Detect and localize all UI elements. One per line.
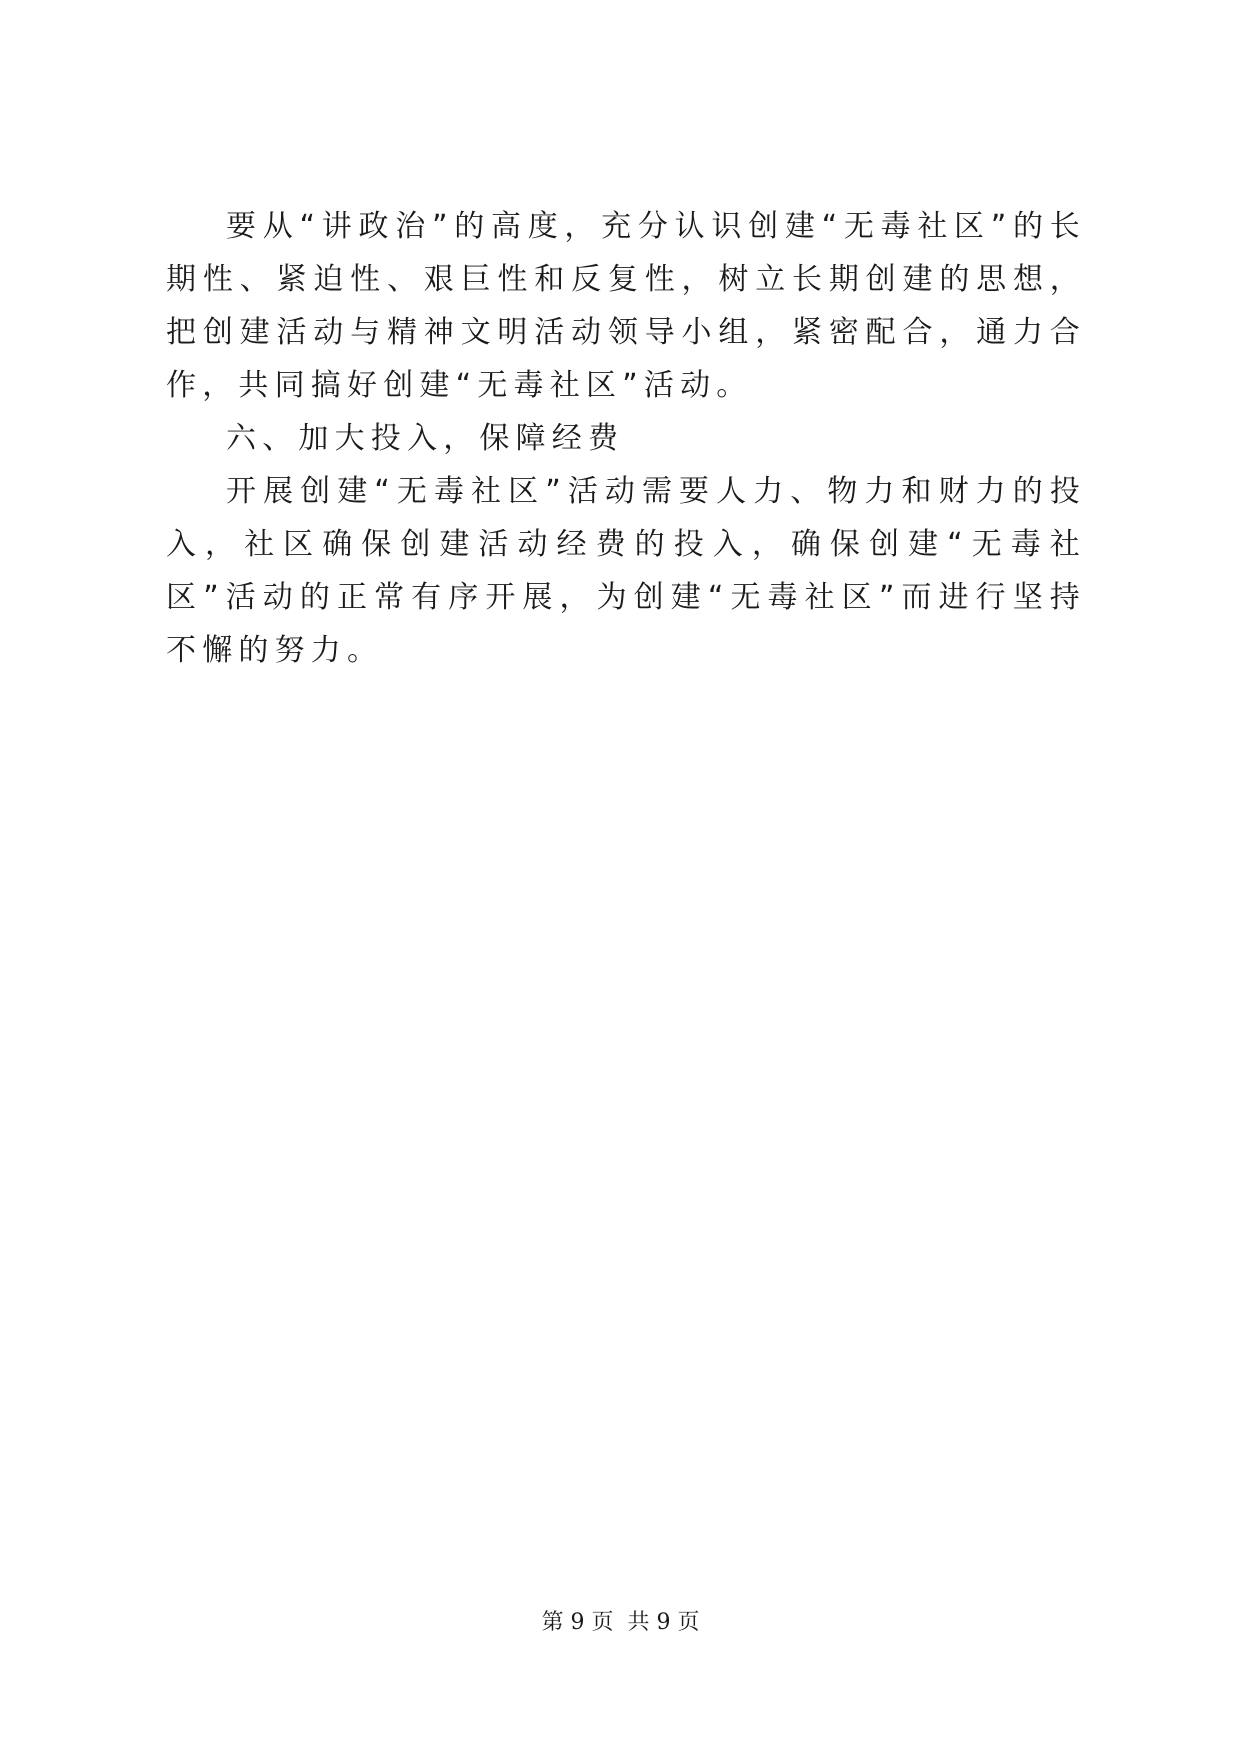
section-heading-funding: 六、加大投入，保障经费	[226, 421, 625, 456]
page-number: 第 9 页 共 9 页	[541, 1610, 700, 1635]
paragraph-leadership: 要从“讲政治”的高度，充分认识创建“无毒社区”的长期性、紧迫性、艰巨性和反复性，树立长期创建的思想，把创建活动与精神文明活动领导小组，紧密配合，通力合作，共同搞好创建“无毒社区”活动。	[166, 209, 1086, 403]
document-body	[166, 200, 1086, 677]
page-footer	[0, 1608, 1241, 1638]
paragraph-funding: 开展创建“无毒社区”活动需要人力、物力和财力的投入，社区确保创建活动经费的投入，确保创建“无毒社区”活动的正常有序开展，为创建“无毒社区”而进行坚持不懈的努力。	[166, 474, 1086, 668]
